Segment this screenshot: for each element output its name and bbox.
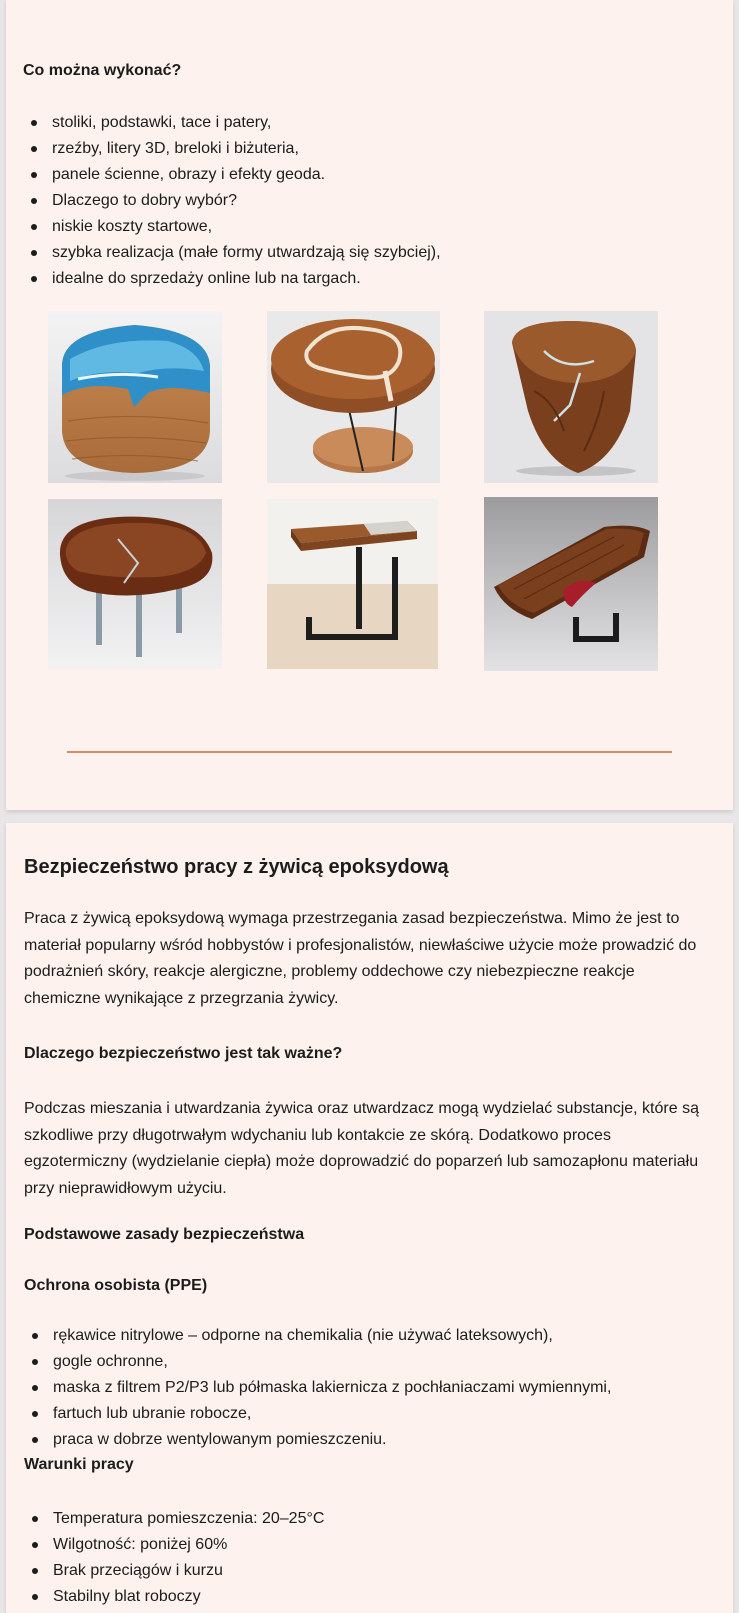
list-item: rzeźby, litery 3D, breloki i biżuteria, xyxy=(24,136,441,162)
blue-resin-stump-table-image xyxy=(48,311,222,483)
basic-rules-heading: Podstawowe zasady bezpieczeństwa xyxy=(24,1226,305,1243)
live-edge-slab-table-image xyxy=(48,499,222,669)
list-item: idealne do sprzedaży online lub na targach. xyxy=(24,266,441,292)
work-conditions-list xyxy=(25,1506,324,1610)
list-item: stoliki, podstawki, tace i patery, xyxy=(24,110,441,136)
intro-paragraph: Praca z żywicą epoksydową wymaga przestrzegania zasad bezpieczeństwa. Mimo że jest to materiał popularny wśród hobbystów i profesjonalistów, niewłaściwe użycie może prowadzić do podrażnień skóry, reakcje alergiczne, problemy oddechowe czy niebezpieczne reakcje chemiczne wynikające z przegrzania żywicy. xyxy=(24,910,697,1007)
list-item: gogle ochronne, xyxy=(25,1349,611,1375)
list-item: Dlaczego to dobry wybór? xyxy=(24,188,441,214)
list-item: Stabilny blat roboczy xyxy=(25,1584,324,1610)
river-coffee-table-image xyxy=(484,497,658,671)
list-item: Wilgotność: poniżej 60% xyxy=(25,1532,324,1558)
uses-list xyxy=(24,110,441,292)
ppe-list xyxy=(25,1323,611,1453)
section-heading-uses: Co można wykonać? xyxy=(23,62,182,79)
c-shaped-side-table-image xyxy=(267,499,438,669)
work-conditions-heading: Warunki pracy xyxy=(24,1456,134,1473)
wood-slab-resin-stool-image xyxy=(484,311,658,483)
round-side-table-image xyxy=(267,311,440,483)
list-item: niskie koszty startowe, xyxy=(24,214,441,240)
list-item: Brak przeciągów i kurzu xyxy=(25,1558,324,1584)
list-item: szybka realizacja (małe formy utwardzają się szybciej), xyxy=(24,240,441,266)
list-item: fartuch lub ubranie robocze, xyxy=(25,1401,611,1427)
list-item: panele ścienne, obrazy i efekty geoda. xyxy=(24,162,441,188)
content-card-safety xyxy=(6,823,733,1613)
ppe-heading: Ochrona osobista (PPE) xyxy=(24,1277,208,1294)
content-card-uses xyxy=(6,0,733,810)
why-safety-paragraph: Podczas mieszania i utwardzania żywica oraz utwardzacz mogą wydzielać substancje, które są szkodliwe przy długotrwałym wdychaniu lub kontakcie ze skórą. Dodatkowo proces egzotermiczny (wydzielanie ciepła) może doprowadzić do poparzeń lub samozapłonu materiału przy nieprawidłowym użyciu. xyxy=(24,1100,699,1197)
list-item: Temperatura pomieszczenia: 20–25°C xyxy=(25,1506,324,1532)
section-divider xyxy=(67,751,672,753)
why-safety-heading: Dlaczego bezpieczeństwo jest tak ważne? xyxy=(24,1045,343,1062)
list-item: praca w dobrze wentylowanym pomieszczeniu. xyxy=(25,1427,611,1453)
list-item: maska z filtrem P2/P3 lub półmaska lakiernicza z pochłaniaczami wymiennymi, xyxy=(25,1375,611,1401)
list-item: rękawice nitrylowe – odporne na chemikalia (nie używać lateksowych), xyxy=(25,1323,611,1349)
page-title: Bezpieczeństwo pracy z żywicą epoksydową xyxy=(24,856,449,878)
